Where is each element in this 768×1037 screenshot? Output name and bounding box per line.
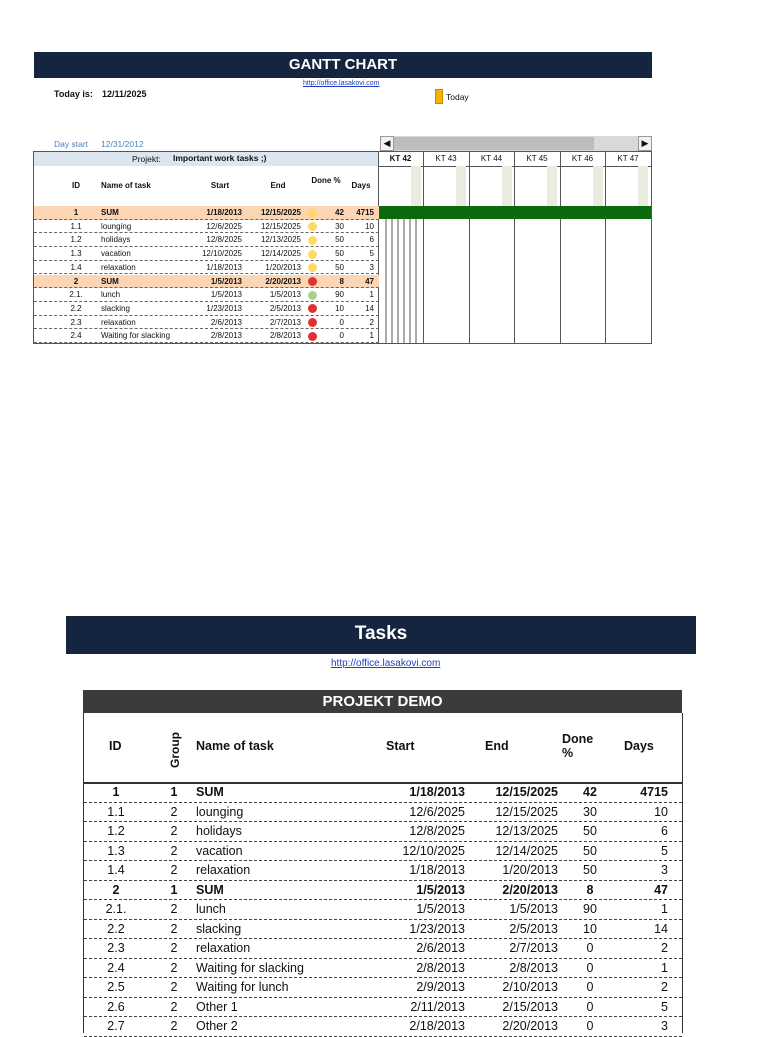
status-yellow-icon xyxy=(308,222,317,231)
task-id: 2 xyxy=(73,276,79,286)
task-days: 5 xyxy=(661,999,668,1014)
task-id: 2.3 xyxy=(70,317,82,327)
task-days: 14 xyxy=(654,921,668,936)
task-done: 30 xyxy=(335,221,344,231)
task-id: 2.7 xyxy=(107,1019,125,1033)
status-red-icon xyxy=(308,332,317,341)
task-start: 12/10/2025 xyxy=(402,843,465,858)
task-row[interactable] xyxy=(34,233,379,247)
task-end: 2/7/2013 xyxy=(269,317,301,327)
tasks-header-days: Days xyxy=(624,739,654,753)
task-end: 12/13/2025 xyxy=(260,235,301,245)
project-demo-title: PROJEKT DEMO xyxy=(83,690,682,713)
task-start: 1/5/2013 xyxy=(210,276,242,286)
task-days: 3 xyxy=(661,1019,668,1033)
weekend-shading xyxy=(456,166,466,206)
task-row[interactable] xyxy=(34,220,379,234)
task-name: relaxation xyxy=(101,317,136,327)
task-start: 1/23/2013 xyxy=(206,303,242,313)
task-name: lunch xyxy=(101,290,121,300)
task-end: 2/7/2013 xyxy=(509,941,558,955)
tasks-header-done: Done % xyxy=(562,732,594,760)
summary-row[interactable] xyxy=(34,275,379,289)
task-start: 12/10/2025 xyxy=(201,249,242,259)
table-row[interactable] xyxy=(84,803,682,823)
tasks-link[interactable]: http://office.lasakovi.com xyxy=(331,658,441,669)
task-group: 2 xyxy=(170,843,178,858)
task-days: 4715 xyxy=(356,208,374,217)
task-name: Waiting for slacking xyxy=(196,960,304,975)
task-start: 12/8/2025 xyxy=(409,824,465,838)
task-row[interactable] xyxy=(34,329,379,343)
task-end: 12/15/2025 xyxy=(495,804,558,819)
task-group: 2 xyxy=(170,999,178,1014)
task-id: 2.3 xyxy=(107,941,125,955)
task-group: 2 xyxy=(170,863,178,877)
task-name: Waiting for slacking xyxy=(101,331,171,341)
row-number: 1 xyxy=(68,628,73,637)
task-end: 2/5/2013 xyxy=(509,921,558,936)
task-days: 1 xyxy=(369,331,374,341)
task-done: 50 xyxy=(583,863,597,877)
status-red-icon xyxy=(308,304,317,313)
task-done: 0 xyxy=(339,331,344,341)
task-group: 2 xyxy=(170,921,178,936)
task-end: 2/15/2013 xyxy=(502,999,558,1014)
task-days: 1 xyxy=(369,290,374,300)
task-start: 12/6/2025 xyxy=(409,804,465,819)
status-green-icon xyxy=(308,291,317,300)
task-name: relaxation xyxy=(101,262,136,272)
task-done: 0 xyxy=(586,1019,594,1033)
gantt-header-name: Name of task xyxy=(101,181,151,190)
task-id: 2.4 xyxy=(70,331,82,341)
task-id: 1.3 xyxy=(107,843,125,858)
summary-row[interactable] xyxy=(84,881,682,901)
gantt-link[interactable]: http://office.lasakovi.com xyxy=(303,80,380,87)
status-yellow-icon xyxy=(308,250,317,259)
task-start: 2/6/2013 xyxy=(210,317,242,327)
table-row[interactable] xyxy=(84,939,682,959)
task-days: 5 xyxy=(369,249,374,259)
task-days: 2 xyxy=(369,317,374,327)
task-group: 1 xyxy=(170,785,178,799)
task-done: 0 xyxy=(586,960,594,975)
task-name: SUM xyxy=(101,276,119,286)
task-done: 10 xyxy=(335,303,344,313)
task-start: 2/11/2013 xyxy=(410,999,465,1014)
task-start: 1/18/2013 xyxy=(206,208,242,217)
table-row[interactable] xyxy=(84,861,682,881)
task-row[interactable] xyxy=(34,247,379,261)
day-start-value[interactable]: 12/31/2012 xyxy=(101,139,144,149)
task-days: 10 xyxy=(654,804,668,819)
task-start: 12/6/2025 xyxy=(206,221,242,231)
task-id: 1 xyxy=(112,785,120,799)
task-start: 2/8/2013 xyxy=(416,960,465,975)
task-days: 47 xyxy=(654,882,668,897)
task-done: 0 xyxy=(586,980,594,994)
task-done: 50 xyxy=(583,843,597,858)
task-start: 1/5/2013 xyxy=(416,882,465,897)
tasks-header-start: Start xyxy=(386,739,415,753)
project-name[interactable]: Important work tasks ;) xyxy=(173,153,267,163)
week-header: KT 42 xyxy=(389,154,412,163)
scroll-left-icon[interactable]: ◀ xyxy=(380,136,394,151)
task-done: 0 xyxy=(586,999,594,1014)
scrollbar-thumb[interactable] xyxy=(394,137,594,150)
gantt-title: GANTT CHART xyxy=(34,52,652,78)
task-id: 1.2 xyxy=(70,235,82,245)
task-start: 1/5/2013 xyxy=(416,902,465,916)
task-days: 6 xyxy=(661,824,668,838)
task-end: 12/14/2025 xyxy=(260,249,301,259)
task-group: 2 xyxy=(170,980,178,994)
task-name: lunch xyxy=(196,902,226,916)
task-start: 2/6/2013 xyxy=(416,941,465,955)
task-group: 2 xyxy=(170,902,178,916)
task-start: 1/18/2013 xyxy=(409,863,465,877)
table-row[interactable] xyxy=(84,978,682,998)
task-start: 12/8/2025 xyxy=(206,235,242,245)
task-name: SUM xyxy=(101,208,119,217)
task-end: 12/14/2025 xyxy=(495,843,558,858)
task-days: 4715 xyxy=(640,785,668,799)
table-row[interactable] xyxy=(84,920,682,940)
task-end: 2/20/2013 xyxy=(502,882,558,897)
summary-row[interactable] xyxy=(34,206,379,220)
task-name: Other 2 xyxy=(196,1019,238,1033)
week-header: KT 47 xyxy=(617,154,639,163)
task-start: 2/8/2013 xyxy=(210,331,242,341)
gantt-header-start: Start xyxy=(210,181,230,190)
task-row[interactable] xyxy=(34,302,379,316)
task-done: 0 xyxy=(586,941,594,955)
task-name: lounging xyxy=(196,804,244,819)
weekend-shading xyxy=(593,166,603,206)
task-end: 1/20/2013 xyxy=(265,262,301,272)
task-id: 2.1. xyxy=(69,290,83,300)
task-done: 10 xyxy=(583,921,597,936)
task-id: 2.5 xyxy=(107,980,125,994)
status-yellow-icon xyxy=(308,263,317,272)
table-row[interactable] xyxy=(84,998,682,1018)
weekend-shading xyxy=(638,166,648,206)
task-end: 2/5/2013 xyxy=(269,303,301,313)
task-name: holidays xyxy=(196,824,242,838)
task-name: SUM xyxy=(196,785,224,799)
task-group: 1 xyxy=(170,882,178,897)
task-row[interactable] xyxy=(34,288,379,302)
task-end: 2/20/2013 xyxy=(502,1019,558,1033)
timeline-scrollbar[interactable] xyxy=(380,136,652,151)
task-group: 2 xyxy=(170,804,178,819)
task-done: 42 xyxy=(583,785,597,799)
task-start: 1/18/2013 xyxy=(409,785,465,799)
task-days: 3 xyxy=(369,262,374,272)
task-days: 1 xyxy=(661,902,668,916)
task-end: 1/5/2013 xyxy=(269,290,301,300)
task-done: 8 xyxy=(586,882,594,897)
day-start-label: Day start xyxy=(54,139,89,149)
task-name: relaxation xyxy=(196,863,251,877)
task-end: 2/20/2013 xyxy=(265,276,301,286)
task-name: Other 1 xyxy=(196,999,238,1014)
task-start: 1/5/2013 xyxy=(210,290,242,300)
today-value[interactable]: 12/11/2025 xyxy=(102,89,147,99)
table-row[interactable] xyxy=(84,1017,682,1037)
tasks-header-id: ID xyxy=(109,739,122,753)
task-id: 1.4 xyxy=(70,262,82,272)
task-group: 2 xyxy=(170,941,178,955)
task-id: 2.4 xyxy=(107,960,125,975)
task-days: 2 xyxy=(661,941,668,955)
status-yellow-icon xyxy=(308,209,317,218)
task-days: 2 xyxy=(661,980,668,994)
task-group: 2 xyxy=(170,1019,178,1033)
task-days: 47 xyxy=(365,276,374,286)
task-done: 50 xyxy=(335,235,344,245)
task-end: 12/13/2025 xyxy=(495,824,558,838)
table-row[interactable] xyxy=(84,822,682,842)
task-id: 1.2 xyxy=(107,824,125,838)
task-start: 1/23/2013 xyxy=(409,921,465,936)
task-end: 12/15/2025 xyxy=(260,208,301,217)
task-name: slacking xyxy=(101,303,130,313)
task-name: relaxation xyxy=(196,941,251,955)
task-start: 2/9/2013 xyxy=(416,980,465,994)
day-gridlines xyxy=(380,219,423,344)
task-end: 2/10/2013 xyxy=(502,980,558,994)
task-id: 2.6 xyxy=(107,999,125,1014)
tasks-header-end: End xyxy=(485,739,509,753)
table-row[interactable] xyxy=(84,900,682,920)
task-name: vacation xyxy=(196,843,243,858)
task-name: vacation xyxy=(101,249,131,259)
task-id: 2.1. xyxy=(105,902,127,916)
week-header: KT 46 xyxy=(571,154,594,163)
gantt-header-end: End xyxy=(270,181,286,190)
task-end: 1/20/2013 xyxy=(502,863,558,877)
today-legend-swatch xyxy=(435,89,443,104)
gantt-progress-bar xyxy=(379,206,651,219)
task-days: 10 xyxy=(365,221,374,231)
task-days: 3 xyxy=(661,863,668,877)
tasks-header-name: Name of task xyxy=(196,739,274,753)
task-name: slacking xyxy=(196,921,242,936)
task-group: 2 xyxy=(170,824,178,838)
task-id: 1 xyxy=(73,208,79,217)
task-done: 50 xyxy=(583,824,597,838)
status-red-icon xyxy=(308,277,317,286)
scroll-right-icon[interactable]: ▶ xyxy=(638,136,652,151)
weekend-shading xyxy=(547,166,557,206)
task-end: 12/15/2025 xyxy=(495,785,558,799)
task-id: 1.1 xyxy=(70,221,82,231)
status-yellow-icon xyxy=(308,236,317,245)
table-row[interactable] xyxy=(84,842,682,862)
gantt-header-days: Days xyxy=(351,181,371,190)
task-done: 50 xyxy=(335,262,344,272)
tasks-header-group: Group xyxy=(168,732,182,768)
task-id: 2.2 xyxy=(107,921,125,936)
task-done: 8 xyxy=(339,276,344,286)
task-end: 2/8/2013 xyxy=(269,331,301,341)
summary-row[interactable] xyxy=(84,783,682,803)
task-name: lounging xyxy=(101,221,132,231)
task-id: 1.1 xyxy=(107,804,125,819)
task-id: 1.4 xyxy=(107,863,125,877)
tasks-title: Tasks xyxy=(66,616,696,654)
task-done: 30 xyxy=(583,804,597,819)
task-days: 1 xyxy=(661,960,668,975)
task-name: Waiting for lunch xyxy=(196,980,289,994)
task-done: 0 xyxy=(339,317,344,327)
week-header: KT 43 xyxy=(435,154,457,163)
weekend-shading xyxy=(502,166,512,206)
task-end: 2/8/2013 xyxy=(509,960,558,975)
today-label: Today is: xyxy=(54,89,93,99)
weekend-shading xyxy=(411,166,421,206)
task-name: holidays xyxy=(101,235,131,245)
task-end: 12/15/2025 xyxy=(260,221,301,231)
table-row[interactable] xyxy=(84,959,682,979)
task-row[interactable] xyxy=(34,261,379,275)
week-header: KT 44 xyxy=(480,154,503,163)
task-done: 50 xyxy=(335,249,344,259)
task-group: 2 xyxy=(170,960,178,975)
task-days: 5 xyxy=(661,843,668,858)
today-legend-label: Today xyxy=(446,92,469,102)
task-id: 2 xyxy=(112,882,120,897)
gantt-header-done: Done % xyxy=(311,176,341,185)
task-start: 2/18/2013 xyxy=(409,1019,465,1033)
task-days: 6 xyxy=(369,235,374,245)
task-end: 1/5/2013 xyxy=(509,902,558,916)
task-row[interactable] xyxy=(34,316,379,330)
status-red-icon xyxy=(308,318,317,327)
week-header: KT 45 xyxy=(526,154,548,163)
task-done: 42 xyxy=(335,208,344,217)
task-id: 1.3 xyxy=(70,249,82,259)
task-id: 2.2 xyxy=(70,303,82,313)
task-done: 90 xyxy=(583,902,597,916)
gantt-header-id: ID xyxy=(72,181,80,190)
task-days: 14 xyxy=(365,303,374,313)
project-label: Projekt: xyxy=(132,154,161,164)
task-start: 1/18/2013 xyxy=(206,262,242,272)
task-name: SUM xyxy=(196,882,224,897)
task-done: 90 xyxy=(335,290,344,300)
project-row xyxy=(34,152,378,166)
